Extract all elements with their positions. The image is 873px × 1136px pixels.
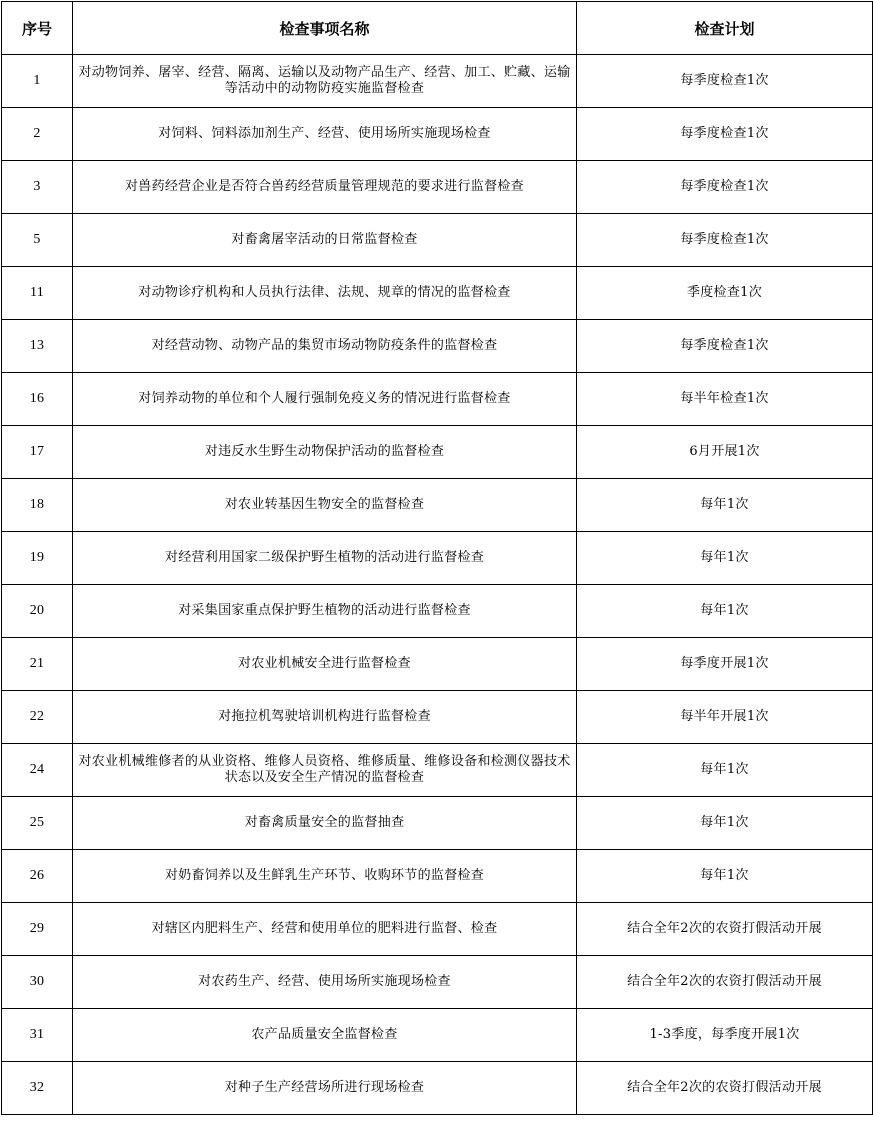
- row-inspection-plan: 每季度开展1次: [577, 638, 873, 691]
- table-row: [2, 638, 873, 691]
- table-row: [2, 373, 873, 426]
- row-serial-number: 5: [2, 214, 73, 267]
- table-row: [2, 850, 873, 903]
- row-serial-number: 25: [2, 797, 73, 850]
- table-row: [2, 903, 873, 956]
- row-item-name: 对动物饲养、屠宰、经营、隔离、运输以及动物产品生产、经营、加工、贮藏、运输等活动中的动物防疫实施监督检查: [73, 55, 577, 108]
- table-row: [2, 479, 873, 532]
- row-item-name: 对经营动物、动物产品的集贸市场动物防疫条件的监督检查: [73, 320, 577, 373]
- row-item-name: 对经营利用国家二级保护野生植物的活动进行监督检查: [73, 532, 577, 585]
- row-serial-number: 11: [2, 267, 73, 320]
- row-item-name: 对农药生产、经营、使用场所实施现场检查: [73, 956, 577, 1009]
- row-inspection-plan: 每年1次: [577, 744, 873, 797]
- row-inspection-plan: 每年1次: [577, 850, 873, 903]
- row-item-name: 对奶畜饲养以及生鲜乳生产环节、收购环节的监督检查: [73, 850, 577, 903]
- table-row: [2, 691, 873, 744]
- row-inspection-plan: 每季度检查1次: [577, 161, 873, 214]
- row-item-name: 对农业转基因生物安全的监督检查: [73, 479, 577, 532]
- header-serial-number: 序号: [2, 2, 73, 55]
- header-inspection-plan: 检查计划: [577, 2, 873, 55]
- table-row: [2, 1062, 873, 1115]
- row-inspection-plan: 每年1次: [577, 532, 873, 585]
- row-item-name: 对饲料、饲料添加剂生产、经营、使用场所实施现场检查: [73, 108, 577, 161]
- row-item-name: 农产品质量安全监督检查: [73, 1009, 577, 1062]
- header-item-name: 检查事项名称: [73, 2, 577, 55]
- table-row: [2, 161, 873, 214]
- row-serial-number: 30: [2, 956, 73, 1009]
- row-serial-number: 1: [2, 55, 73, 108]
- table-body: [2, 55, 873, 1115]
- table-row: [2, 108, 873, 161]
- table-row: [2, 214, 873, 267]
- row-serial-number: 32: [2, 1062, 73, 1115]
- row-serial-number: 13: [2, 320, 73, 373]
- table-row: [2, 797, 873, 850]
- row-item-name: 对农业机械安全进行监督检查: [73, 638, 577, 691]
- row-item-name: 对辖区内肥料生产、经营和使用单位的肥料进行监督、检查: [73, 903, 577, 956]
- table-row: [2, 585, 873, 638]
- row-serial-number: 31: [2, 1009, 73, 1062]
- row-item-name: 对采集国家重点保护野生植物的活动进行监督检查: [73, 585, 577, 638]
- row-item-name: 对农业机械维修者的从业资格、维修人员资格、维修质量、维修设备和检测仪器技术状态以及安全生产情况的监督检查: [73, 744, 577, 797]
- row-inspection-plan: 6月开展1次: [577, 426, 873, 479]
- table-header: [2, 2, 873, 55]
- table-row: [2, 320, 873, 373]
- row-serial-number: 17: [2, 426, 73, 479]
- row-inspection-plan: 1-3季度，每季度开展1次: [577, 1009, 873, 1062]
- row-inspection-plan: 每半年检查1次: [577, 373, 873, 426]
- row-item-name: 对动物诊疗机构和人员执行法律、法规、规章的情况的监督检查: [73, 267, 577, 320]
- row-item-name: 对饲养动物的单位和个人履行强制免疫义务的情况进行监督检查: [73, 373, 577, 426]
- row-serial-number: 3: [2, 161, 73, 214]
- row-serial-number: 2: [2, 108, 73, 161]
- row-serial-number: 26: [2, 850, 73, 903]
- row-inspection-plan: 每季度检查1次: [577, 320, 873, 373]
- row-serial-number: 29: [2, 903, 73, 956]
- row-item-name: 对畜禽屠宰活动的日常监督检查: [73, 214, 577, 267]
- row-inspection-plan: 每季度检查1次: [577, 55, 873, 108]
- row-serial-number: 18: [2, 479, 73, 532]
- header-row: [2, 2, 873, 55]
- row-inspection-plan: 每季度检查1次: [577, 214, 873, 267]
- table-row: [2, 267, 873, 320]
- row-serial-number: 16: [2, 373, 73, 426]
- row-inspection-plan: 每年1次: [577, 797, 873, 850]
- row-serial-number: 21: [2, 638, 73, 691]
- table-row: [2, 956, 873, 1009]
- row-item-name: 对种子生产经营场所进行现场检查: [73, 1062, 577, 1115]
- row-inspection-plan: 结合全年2次的农资打假活动开展: [577, 903, 873, 956]
- table-row: [2, 55, 873, 108]
- row-serial-number: 20: [2, 585, 73, 638]
- row-inspection-plan: 结合全年2次的农资打假活动开展: [577, 956, 873, 1009]
- table-row: [2, 532, 873, 585]
- row-inspection-plan: 季度检查1次: [577, 267, 873, 320]
- row-inspection-plan: 每年1次: [577, 479, 873, 532]
- table-row: [2, 426, 873, 479]
- row-inspection-plan: 每半年开展1次: [577, 691, 873, 744]
- row-inspection-plan: 结合全年2次的农资打假活动开展: [577, 1062, 873, 1115]
- row-inspection-plan: 每季度检查1次: [577, 108, 873, 161]
- row-serial-number: 19: [2, 532, 73, 585]
- row-item-name: 对违反水生野生动物保护活动的监督检查: [73, 426, 577, 479]
- row-item-name: 对畜禽质量安全的监督抽查: [73, 797, 577, 850]
- table-row: [2, 1009, 873, 1062]
- inspection-plan-table: [1, 1, 873, 1115]
- row-item-name: 对拖拉机驾驶培训机构进行监督检查: [73, 691, 577, 744]
- row-inspection-plan: 每年1次: [577, 585, 873, 638]
- row-serial-number: 24: [2, 744, 73, 797]
- table-row: [2, 744, 873, 797]
- row-item-name: 对兽药经营企业是否符合兽药经营质量管理规范的要求进行监督检查: [73, 161, 577, 214]
- row-serial-number: 22: [2, 691, 73, 744]
